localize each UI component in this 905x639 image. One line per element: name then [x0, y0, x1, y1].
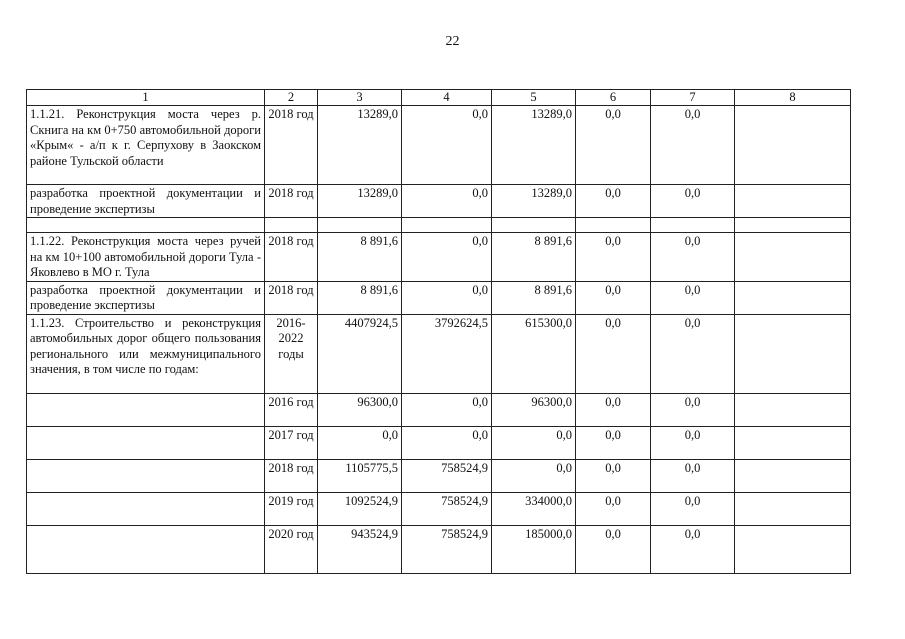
table-row — [27, 459, 851, 492]
total-cell: 96300,0 — [318, 393, 402, 426]
description-cell: разработка проектной документации и проведение экспертизы — [27, 281, 265, 314]
empty-cell — [492, 218, 576, 233]
column-header: 7 — [651, 90, 735, 106]
federal-cell: 758524,9 — [402, 459, 492, 492]
total-cell: 1092524,9 — [318, 492, 402, 525]
period-cell: 2018 год — [265, 281, 318, 314]
table-row — [27, 185, 851, 218]
description-cell: 1.1.23. Строительство и реконструкция автомобильных дорог общего пользования регионального или межмуниципального значения, в том числе по годам: — [27, 314, 265, 393]
empty-cell — [265, 218, 318, 233]
other-cell: 0,0 — [651, 492, 735, 525]
other-cell: 0,0 — [651, 393, 735, 426]
table-row — [27, 233, 851, 282]
column-header: 4 — [402, 90, 492, 106]
period-cell: 2017 год — [265, 426, 318, 459]
other-cell: 0,0 — [651, 185, 735, 218]
description-cell — [27, 525, 265, 573]
table-row — [27, 281, 851, 314]
period-cell: 2018 год — [265, 185, 318, 218]
note-cell — [735, 185, 851, 218]
federal-cell: 0,0 — [402, 281, 492, 314]
empty-cell — [576, 218, 651, 233]
total-cell: 8 891,6 — [318, 281, 402, 314]
regional-cell: 615300,0 — [492, 314, 576, 393]
table-row — [27, 314, 851, 393]
total-cell: 943524,9 — [318, 525, 402, 573]
local-cell: 0,0 — [576, 459, 651, 492]
table-row — [27, 106, 851, 185]
other-cell: 0,0 — [651, 459, 735, 492]
period-cell: 2019 год — [265, 492, 318, 525]
empty-cell — [402, 218, 492, 233]
column-header: 3 — [318, 90, 402, 106]
period-cell: 2020 год — [265, 525, 318, 573]
local-cell: 0,0 — [576, 281, 651, 314]
table-row — [27, 525, 851, 573]
regional-cell: 334000,0 — [492, 492, 576, 525]
local-cell: 0,0 — [576, 314, 651, 393]
header-row — [27, 90, 851, 106]
table-row — [27, 393, 851, 426]
local-cell: 0,0 — [576, 393, 651, 426]
period-cell: 2016 год — [265, 393, 318, 426]
local-cell: 0,0 — [576, 525, 651, 573]
column-header: 1 — [27, 90, 265, 106]
note-cell — [735, 525, 851, 573]
other-cell: 0,0 — [651, 525, 735, 573]
note-cell — [735, 459, 851, 492]
other-cell: 0,0 — [651, 281, 735, 314]
empty-cell — [27, 218, 265, 233]
description-cell: 1.1.22. Реконструкция моста через ручей на км 10+100 автомобильной дороги Тула - Яковлево в МО г. Тула — [27, 233, 265, 282]
empty-cell — [318, 218, 402, 233]
other-cell: 0,0 — [651, 314, 735, 393]
local-cell: 0,0 — [576, 492, 651, 525]
page-number: 22 — [445, 34, 460, 49]
regional-cell: 0,0 — [492, 426, 576, 459]
blank-row — [27, 218, 851, 233]
note-cell — [735, 492, 851, 525]
other-cell: 0,0 — [651, 426, 735, 459]
note-cell — [735, 106, 851, 185]
regional-cell: 96300,0 — [492, 393, 576, 426]
table-row — [27, 492, 851, 525]
federal-cell: 758524,9 — [402, 525, 492, 573]
regional-cell: 8 891,6 — [492, 281, 576, 314]
column-header: 2 — [265, 90, 318, 106]
local-cell: 0,0 — [576, 233, 651, 282]
total-cell: 13289,0 — [318, 185, 402, 218]
table-body — [27, 90, 851, 574]
local-cell: 0,0 — [576, 185, 651, 218]
other-cell: 0,0 — [651, 106, 735, 185]
federal-cell: 0,0 — [402, 393, 492, 426]
total-cell: 0,0 — [318, 426, 402, 459]
regional-cell: 13289,0 — [492, 106, 576, 185]
description-cell: 1.1.21. Реконструкция моста через р. Скнига на км 0+750 автомобильной дороги «Крым« - а/п к г. Серпухову в Заокском районе Тульской области — [27, 106, 265, 185]
federal-cell: 3792624,5 — [402, 314, 492, 393]
description-cell — [27, 492, 265, 525]
column-header: 8 — [735, 90, 851, 106]
period-cell: 2018 год — [265, 233, 318, 282]
description-cell — [27, 393, 265, 426]
federal-cell: 0,0 — [402, 106, 492, 185]
federal-cell: 0,0 — [402, 185, 492, 218]
total-cell: 1105775,5 — [318, 459, 402, 492]
note-cell — [735, 233, 851, 282]
regional-cell: 185000,0 — [492, 525, 576, 573]
empty-cell — [651, 218, 735, 233]
table-row — [27, 426, 851, 459]
column-header: 5 — [492, 90, 576, 106]
local-cell: 0,0 — [576, 106, 651, 185]
description-cell — [27, 459, 265, 492]
period-cell: 2018 год — [265, 459, 318, 492]
regional-cell: 8 891,6 — [492, 233, 576, 282]
budget-table — [26, 89, 851, 574]
note-cell — [735, 314, 851, 393]
federal-cell: 758524,9 — [402, 492, 492, 525]
empty-cell — [735, 218, 851, 233]
federal-cell: 0,0 — [402, 233, 492, 282]
federal-cell: 0,0 — [402, 426, 492, 459]
note-cell — [735, 281, 851, 314]
regional-cell: 0,0 — [492, 459, 576, 492]
total-cell: 8 891,6 — [318, 233, 402, 282]
column-header: 6 — [576, 90, 651, 106]
note-cell — [735, 393, 851, 426]
total-cell: 4407924,5 — [318, 314, 402, 393]
regional-cell: 13289,0 — [492, 185, 576, 218]
period-cell: 2016-2022 годы — [265, 314, 318, 393]
local-cell: 0,0 — [576, 426, 651, 459]
other-cell: 0,0 — [651, 233, 735, 282]
description-cell: разработка проектной документации и проведение экспертизы — [27, 185, 265, 218]
total-cell: 13289,0 — [318, 106, 402, 185]
note-cell — [735, 426, 851, 459]
description-cell — [27, 426, 265, 459]
period-cell: 2018 год — [265, 106, 318, 185]
